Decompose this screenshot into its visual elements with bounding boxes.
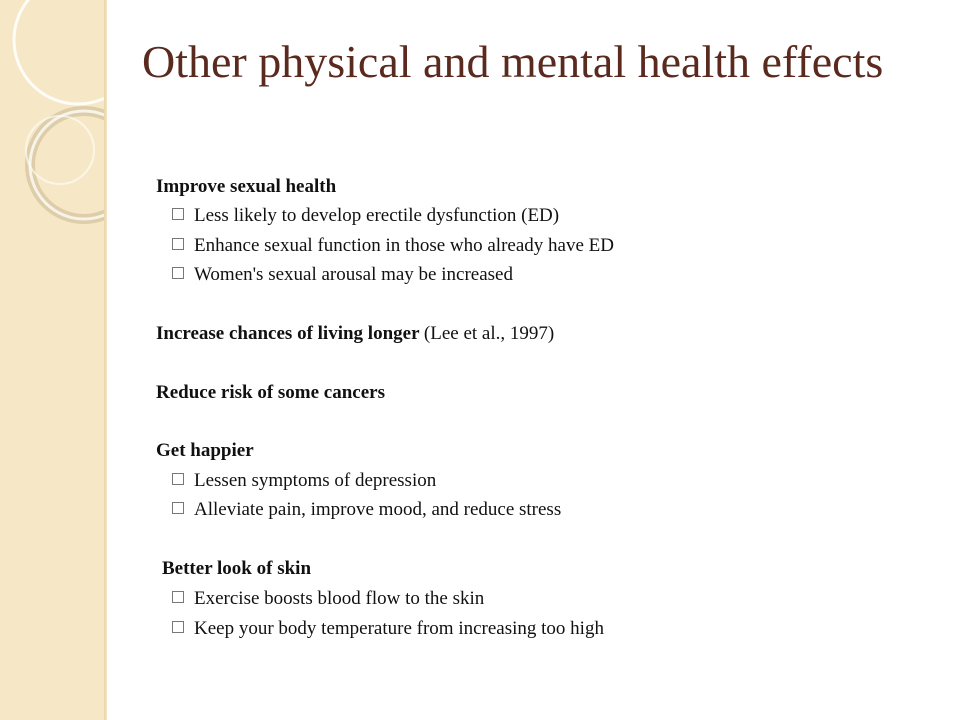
bullet-item	[172, 588, 484, 610]
bullet-text: Alleviate pain, improve mood, and reduce stress	[194, 499, 562, 520]
heading-text: Get happier	[156, 440, 254, 461]
bullet-box-icon	[172, 621, 184, 633]
section-heading-happier	[156, 440, 254, 462]
section-heading-sexual-health	[156, 176, 336, 198]
section-heading-living-longer	[156, 323, 554, 345]
heading-text: Better look of skin	[162, 558, 312, 579]
bullet-box-icon	[172, 591, 184, 603]
section-heading-cancers	[156, 382, 385, 404]
bullet-box-icon	[172, 208, 184, 220]
bullet-box-icon	[172, 473, 184, 485]
bullet-text: Less likely to develop erectile dysfunction (ED)	[194, 205, 560, 226]
bullet-item	[172, 470, 436, 492]
bullet-item	[172, 235, 614, 257]
side-band-edge	[104, 0, 107, 720]
bullet-box-icon	[172, 267, 184, 279]
bullet-text: Lessen symptoms of depression	[194, 470, 437, 491]
bullet-text: Exercise boosts blood flow to the skin	[194, 588, 485, 609]
slide-title: Other physical and mental health effects	[142, 36, 884, 87]
decorative-circles	[0, 0, 104, 720]
heading-text: Increase chances of living longer	[156, 323, 420, 344]
bullet-text: Enhance sexual function in those who already have ED	[194, 235, 614, 256]
decorative-side-band	[0, 0, 104, 720]
bullet-item	[172, 264, 513, 286]
bullet-box-icon	[172, 238, 184, 250]
bullet-box-icon	[172, 502, 184, 514]
bullet-text: Keep your body temperature from increasing too high	[194, 618, 604, 639]
section-heading-skin	[162, 558, 311, 580]
citation-text: (Lee et al., 1997)	[423, 323, 555, 344]
bullet-item	[172, 205, 559, 227]
heading-text: Reduce risk of some cancers	[156, 382, 386, 403]
bullet-item	[172, 618, 604, 640]
bullet-item	[172, 499, 561, 521]
heading-text: Improve sexual health	[156, 176, 337, 197]
bullet-text: Women's sexual arousal may be increased	[194, 264, 513, 285]
